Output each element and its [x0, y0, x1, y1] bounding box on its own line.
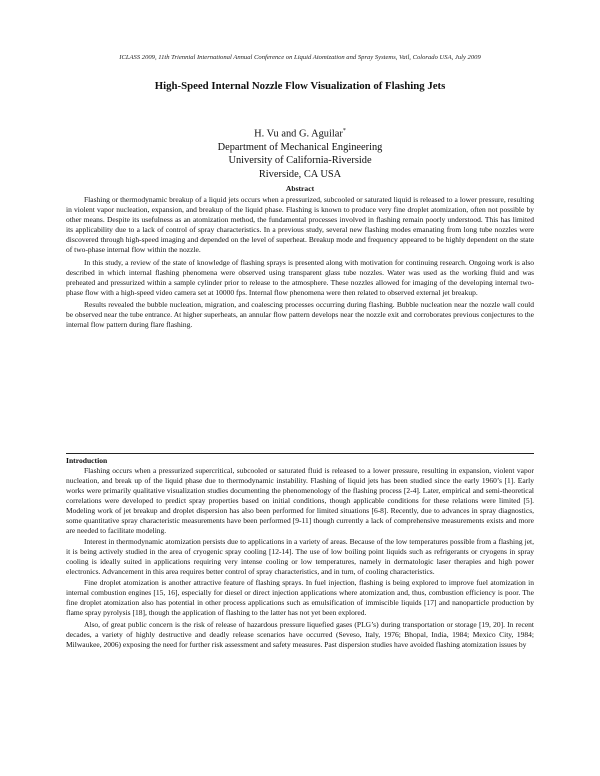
introduction-paragraph: Flashing occurs when a pressurized supercritical, subcooled or saturated fluid is released to a lower pressure, resulting in expansion, violent vapor nucleation, and break up of the liquid phase due to thermodynamic instability. Flashing of liquid jets has been studied since the early 1960’s [1]. Early works were primarily qualitative visualization studies documenting the phenomenology of the flashing process [2-4]. Later, empirical and semi-theoretical correlations were developed to predict spray properties based on initial conditions, though applicable conditions for these relations were limited [5]. Modeling work of jet breakup and droplet dispersion has also been performed for limited situations [6-8]. Recently, due to advances in spray diagnostics, some quantitative spray characteristic measurements have been performed [9-11] though currently a lack of comprehensive measurements exists and more are needed to facilitate modeling. [66, 466, 534, 535]
introduction-body [66, 466, 534, 651]
introduction-paragraph: Interest in thermodynamic atomization persists due to applications in a variety of areas. Because of the low temperatures possible from a flashing jet, it is being actively studied in the area of cryogenic spray cooling [12-14]. The use of low boiling point liquids such as refrigerants or cryogens in spray cooling is ideally suited in applications requiring very intense cooling or low temperatures, namely in dermatologic laser therapies and high power electronics. Advancement in this area requires better control of spray characteristics, and in turn, of cooling characteristics. [66, 537, 534, 577]
author-location: Riverside, CA USA [258, 168, 342, 180]
abstract-body [66, 195, 534, 333]
abstract-paragraph: In this study, a review of the state of knowledge of flashing sprays is presented along with motivation for continuing research. Ongoing work is also described in which internal flashing phenomena were observed using transparent glass tube nozzles. Water was used as the working fluid and was preheated and pressurized within a sample cylinder prior to release to the atmosphere. These nozzles allowed for imaging of the developing internal two-phase flow with a high-speed video camera set at 10000 fps. Internal flow phenomena were then related to observed external jet breakup. [66, 257, 534, 297]
author-block [60, 125, 540, 181]
author-names-line [60, 125, 540, 141]
introduction-paragraph: Fine droplet atomization is another attractive feature of flashing sprays. In fuel injection, flashing is being explored to improve fuel atomization in internal combustion engines [15, 16], especially for diesel or direct injection applications where atomization and, thus, combustion efficiency is poor. The fine droplet atomization also has potential in other process applications such as emulsification of immiscible liquids [17] and nanoparticle production by flame spray pyrolysis [18], though the application of flashing to the latter has not yet been explored. [66, 578, 534, 618]
introduction-paragraph: Also, of great public concern is the risk of release of hazardous pressure liquefied gases (PLG’s) during transportation or storage [19, 20]. In recent decades, a variety of highly destructive and deadly release scenarios have occurred (Seveso, Italy, 1976; Bhopal, India, 1984; Mexico City, 1984; Milwaukee, 2006) exposing the need for further risk assessment and safety measures. Past dispersion studies have avoided flashing atomization issues by [66, 619, 534, 649]
corresponding-author-mark: * [342, 128, 346, 134]
introduction-heading: Introduction [66, 456, 108, 465]
abstract-paragraph: Flashing or thermodynamic breakup of a liquid jets occurs when a pressurized, subcooled or saturated liquid is released to a lower pressure, resulting in violent vapor nucleation, expansion, and breakup of the liquid phase. Flashing is known to produce very fine droplet atomization, often not possible by other means. Despite its usefulness as an atomization method, the fundamental processes involved in flashing remain poorly understood. This has limited its applicability due to a lack of control of spray characteristics. In a previous study, several new flashing modes emanating from long tube nozzles were discovered through high-speed imaging and depended on the level of superheat. Breakup mode and frequency appeared to be highly dependent on the state of two-phase internal flow within the nozzle. [66, 195, 534, 254]
abstract-paragraph: Results revealed the bubble nucleation, migration, and coalescing processes occurring during flashing. Bubble nucleation near the nozzle wall could be observed near the tube entrance. At higher superheats, an annular flow pattern develops near the nozzle exit and corroborates previous conjectures to the internal flow pattern during flare flashing. [66, 300, 534, 329]
abstract-heading: Abstract [285, 184, 315, 193]
author-department: Department of Mechanical Engineering [217, 141, 383, 153]
author-university: University of California-Riverside [228, 155, 372, 167]
author-names: H. Vu and G. Aguilar [254, 128, 343, 140]
running-head: ICLASS 2009, 11th Triennial International Annual Conference on Liquid Atomization and Spray Systems, Vail, Colorado USA, July 2009 [119, 54, 481, 61]
paper-title: High-Speed Internal Nozzle Flow Visualization of Flashing Jets [154, 80, 446, 92]
section-divider [66, 453, 534, 454]
